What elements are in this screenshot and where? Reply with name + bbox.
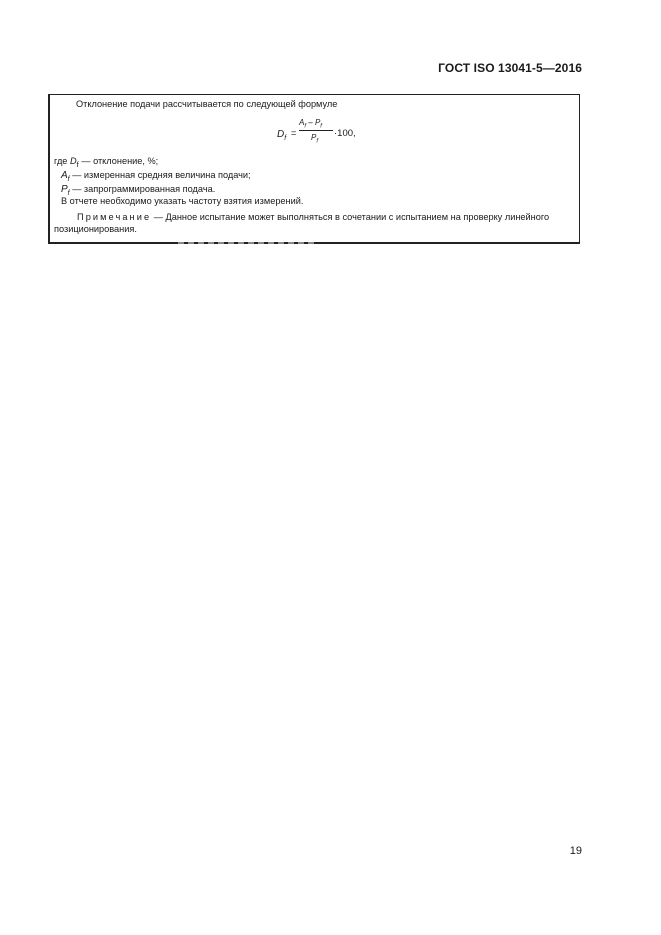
scan-artifact xyxy=(178,242,318,244)
report-requirement: В отчете необходимо указать частоту взятия измерений. xyxy=(61,196,304,206)
note-paragraph xyxy=(54,212,576,236)
document-header: ГОСТ ISO 13041-5—2016 xyxy=(438,61,582,75)
formula-lhs: $D_f$ xyxy=(277,129,287,142)
formula-multiplier: ·100, xyxy=(334,128,356,139)
feed-deviation-formula xyxy=(277,118,397,150)
formula-intro: Отклонение подачи рассчитывается по следующей формуле xyxy=(76,99,338,109)
definition-pf: $P_f$ — запрограммированная подача. xyxy=(61,184,216,197)
formula-denominator: $P_f$ xyxy=(311,133,319,145)
formula-equals: = xyxy=(291,128,297,138)
note-text: — Данное испытание может выполняться в сочетании с испытанием на проверку линейного позиционирования. xyxy=(54,212,550,234)
note-label: Примечание xyxy=(77,212,152,222)
fraction-bar xyxy=(299,130,333,131)
page-number: 19 xyxy=(569,845,582,857)
definition-af: $A_f$ — измеренная средняя величина подачи; xyxy=(61,170,251,183)
formula-numerator: $A_f - P_f$ xyxy=(299,118,322,130)
content-box xyxy=(48,94,580,244)
definition-df: где $D_f$ — отклонение, %; xyxy=(54,156,159,169)
